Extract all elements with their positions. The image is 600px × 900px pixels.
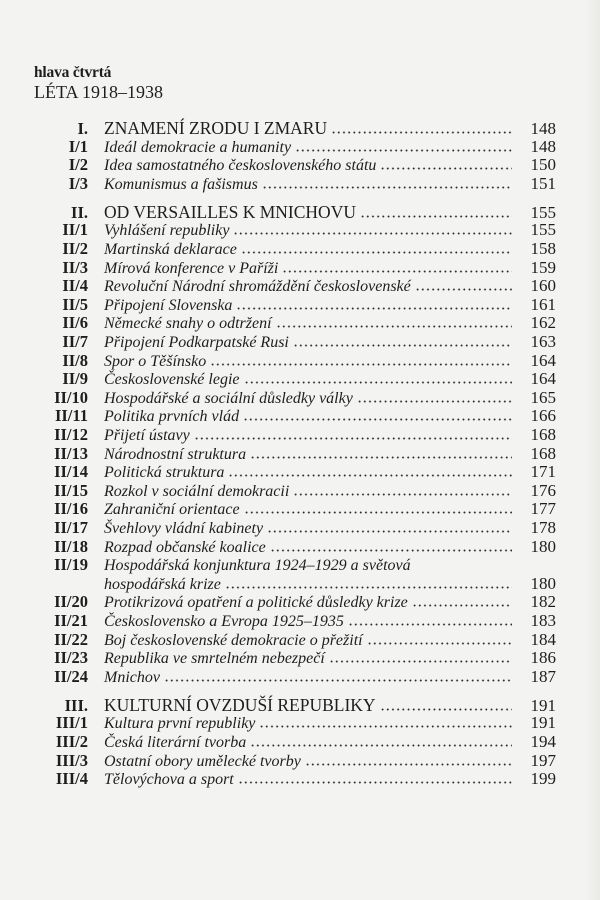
dot-leader xyxy=(259,718,512,728)
toc-entry-page: 151 xyxy=(530,173,556,193)
dot-leader xyxy=(244,374,513,384)
toc-entry-title: Česká literární tvorba xyxy=(104,734,247,751)
toc-entry-number: II/2 xyxy=(62,239,88,259)
toc-entry-page: 168 xyxy=(530,443,556,463)
toc-entry-title: Ideál demokracie a humanity xyxy=(104,138,292,156)
toc-entry-title: Republika ve smrtelném nebezpečí xyxy=(104,650,325,668)
dot-leader xyxy=(348,616,512,626)
toc-entry-number: II/23 xyxy=(54,648,88,668)
toc-entry-title: Československé legie xyxy=(104,371,240,389)
toc-entry-number: II/16 xyxy=(54,499,88,519)
toc-entry-row[interactable] xyxy=(30,770,556,789)
dot-leader xyxy=(380,160,512,170)
toc-entry-row[interactable] xyxy=(30,612,556,631)
toc-entry-number: II/17 xyxy=(54,517,88,537)
toc-entry-page: 155 xyxy=(530,202,556,222)
toc-entry-page: 183 xyxy=(530,610,556,630)
dot-leader xyxy=(357,393,512,403)
toc-entry-title: Vyhlášení republiky xyxy=(104,222,230,240)
toc-entry-row[interactable] xyxy=(30,631,556,650)
dot-leader xyxy=(412,597,512,607)
toc-entry-number: I/2 xyxy=(68,155,88,175)
toc-entry-row[interactable] xyxy=(30,314,556,333)
toc-entry-number: II/22 xyxy=(54,629,88,649)
toc-entry-title: Mírová konference v Paříži xyxy=(104,259,279,277)
toc-entry-page: 166 xyxy=(530,406,556,426)
toc-entry-row[interactable] xyxy=(30,714,556,733)
dot-leader xyxy=(305,756,512,766)
toc-entry-page: 176 xyxy=(530,480,556,500)
toc-entry-row[interactable] xyxy=(30,426,556,445)
dot-leader xyxy=(276,318,512,328)
toc-entry-title: Martinská deklarace xyxy=(104,241,237,259)
toc-entry-page: 177 xyxy=(530,499,556,519)
toc-entry-number: II/7 xyxy=(62,332,88,352)
toc-entry-title: Ostatní obory umělecké tvorby xyxy=(104,752,301,770)
toc-entry-row[interactable] xyxy=(30,156,556,175)
toc-entry-title: Kultura první republiky xyxy=(104,715,256,733)
toc-entry-row[interactable] xyxy=(30,240,556,259)
toc-entry-title: Rozpad občanské koalice xyxy=(104,538,266,556)
toc-entry-number: II/12 xyxy=(54,425,88,444)
dot-leader xyxy=(225,579,512,589)
toc-entry-number: II/14 xyxy=(54,462,88,482)
toc-entry-page: 164 xyxy=(530,369,556,389)
dot-leader xyxy=(238,774,512,784)
toc-entry-page: 184 xyxy=(530,629,556,649)
toc-entry-number: II. xyxy=(71,202,88,222)
toc-entry-title: Švehlovy vládní kabinety xyxy=(104,519,264,537)
toc-entry-number: III/4 xyxy=(55,769,88,789)
toc-entry-page: 187 xyxy=(530,666,556,686)
toc-entry-title: ZNAMENÍ ZRODU I ZMARU xyxy=(104,118,328,138)
toc-entry-number: II/20 xyxy=(54,592,88,612)
toc-entry-title: Připojení Slovenska xyxy=(104,296,233,314)
toc-entry-number: II/6 xyxy=(62,313,88,333)
dot-leader xyxy=(270,542,512,552)
dot-leader xyxy=(329,653,512,663)
dot-leader xyxy=(295,142,512,152)
toc-entry-number: II/8 xyxy=(62,350,88,370)
toc-entry-number: III/1 xyxy=(55,713,88,733)
toc-entry-title: Zahraniční orientace xyxy=(104,501,240,519)
toc-entry-title: Tělovýchova a sport xyxy=(104,771,234,789)
toc-entry-page: 168 xyxy=(530,425,556,444)
dot-leader xyxy=(236,300,512,310)
toc-entry-title: Připojení Podkarpatské Rusi xyxy=(104,334,289,352)
page-edge xyxy=(586,0,600,900)
toc-entry-row[interactable] xyxy=(30,519,556,538)
toc-entry-page: 155 xyxy=(530,220,556,240)
toc-entry-title: Komunismus a fašismus xyxy=(104,175,258,193)
dot-leader xyxy=(293,486,512,496)
dot-leader xyxy=(241,244,512,254)
toc-entry-page: 164 xyxy=(530,350,556,370)
toc-entry-number: II/11 xyxy=(54,406,88,426)
toc-entry-number: II/1 xyxy=(62,220,88,240)
toc-entry-number: II/4 xyxy=(62,276,88,296)
dot-leader xyxy=(262,179,512,189)
toc-entry-page: 165 xyxy=(530,387,556,407)
toc-entry-page: 180 xyxy=(530,573,556,593)
dot-leader xyxy=(210,356,512,366)
toc-entry-number: I. xyxy=(77,119,88,138)
toc-entry-page: 197 xyxy=(530,750,556,770)
toc-entry-number: II/24 xyxy=(54,666,88,686)
toc-entry-page: 191 xyxy=(530,713,556,733)
toc-entry-title: OD VERSAILLES K MNICHOVU xyxy=(104,201,356,222)
toc-entry-number: III/3 xyxy=(55,750,88,770)
dot-leader xyxy=(331,124,512,134)
dot-leader xyxy=(250,449,512,459)
toc-entry-number: II/3 xyxy=(62,257,88,277)
dot-leader xyxy=(380,701,512,711)
toc-entry-page: 158 xyxy=(530,239,556,259)
toc-entry-row[interactable] xyxy=(30,277,556,296)
toc-entry-page: 162 xyxy=(530,313,556,333)
toc-entry-page: 160 xyxy=(530,276,556,296)
toc-entry-page: 186 xyxy=(530,648,556,668)
chapter-title: LÉTA 1918–1938 xyxy=(34,82,164,102)
toc-entry-row[interactable] xyxy=(30,668,556,687)
toc-entry-title: Idea samostatného československého státu xyxy=(104,157,377,175)
toc-entry-row[interactable] xyxy=(30,556,556,575)
toc-entry-row[interactable] xyxy=(30,445,556,464)
toc-entry-page: 150 xyxy=(530,155,556,175)
toc-entry-number: II/10 xyxy=(54,387,88,407)
toc-entry-row[interactable] xyxy=(30,733,556,752)
table-of-contents xyxy=(30,119,556,789)
toc-entry-page: 148 xyxy=(530,136,556,156)
dot-leader xyxy=(282,263,512,273)
toc-entry-row[interactable] xyxy=(30,296,556,315)
toc-entry-title: Přijetí ústavy xyxy=(104,427,190,444)
toc-entry-row[interactable] xyxy=(30,259,556,278)
toc-entry-row[interactable] xyxy=(30,221,556,240)
toc-entry-row[interactable] xyxy=(30,175,556,194)
dot-leader xyxy=(415,281,512,291)
toc-entry-row[interactable] xyxy=(30,593,556,612)
toc-entry-title: Rozkol v sociální demokracii xyxy=(104,482,290,500)
dot-leader xyxy=(244,504,512,514)
toc-entry-number: I/3 xyxy=(68,173,88,193)
toc-entry-row[interactable] xyxy=(30,352,556,371)
toc-entry-page: 161 xyxy=(530,294,556,314)
toc-entry-page: 199 xyxy=(530,769,556,789)
toc-entry-number: II/13 xyxy=(54,443,88,463)
toc-entry-row[interactable] xyxy=(30,649,556,668)
toc-entry-number: II/18 xyxy=(54,536,88,556)
toc-entry-title: KULTURNÍ OVZDUŠÍ REPUBLIKY xyxy=(104,694,376,715)
toc-entry-continuation-row xyxy=(30,575,556,594)
toc-entry-number: II/15 xyxy=(54,480,88,500)
toc-entry-number: II/19 xyxy=(54,555,88,575)
toc-section-row[interactable] xyxy=(30,119,556,138)
toc-entry-row[interactable] xyxy=(30,333,556,352)
toc-entry-page: 163 xyxy=(530,332,556,352)
toc-entry-page: 148 xyxy=(530,119,556,138)
dot-leader xyxy=(360,208,512,218)
toc-entry-number: I/1 xyxy=(68,136,88,156)
toc-entry-title: Boj československé demokracie o přežití xyxy=(104,631,363,649)
toc-entry-row[interactable] xyxy=(30,500,556,519)
dot-leader xyxy=(164,672,512,682)
toc-entry-title: Hospodářské a sociální důsledky války xyxy=(104,389,353,407)
chapter-label: hlava čtvrtá xyxy=(34,64,112,81)
dot-leader xyxy=(228,467,512,477)
toc-entry-title: Spor o Těšínsko xyxy=(104,352,207,370)
toc-entry-number: III/2 xyxy=(55,732,88,751)
toc-entry-title: Protikrizová opatření a politické důsledky krize xyxy=(104,594,408,612)
toc-entry-page: 182 xyxy=(530,592,556,612)
toc-section-row[interactable] xyxy=(30,203,556,222)
dot-leader xyxy=(243,411,512,421)
toc-section-row[interactable] xyxy=(30,696,556,715)
dot-leader xyxy=(267,523,512,533)
toc-entry-page: 178 xyxy=(530,517,556,537)
toc-entry-title: Politická struktura xyxy=(104,464,225,482)
toc-entry-page: 194 xyxy=(530,732,556,751)
dot-leader xyxy=(293,337,512,347)
toc-entry-row[interactable] xyxy=(30,463,556,482)
toc-entry-number: III. xyxy=(64,695,88,715)
toc-entry-title: Mnichov xyxy=(104,668,160,686)
toc-entry-title-continuation: hospodářská krize xyxy=(104,575,221,593)
toc-entry-number: II/21 xyxy=(54,610,88,630)
toc-entry-row[interactable] xyxy=(30,752,556,771)
toc-entry-page: 171 xyxy=(530,462,556,482)
toc-entry-title: Hospodářská konjunktura 1924–1929 a světová xyxy=(104,557,411,575)
toc-entry-number: II/9 xyxy=(62,369,88,389)
toc-entry-page: 180 xyxy=(530,536,556,556)
dot-leader xyxy=(194,430,512,440)
dot-leader xyxy=(367,635,512,645)
toc-entry-row[interactable] xyxy=(30,482,556,501)
dot-leader xyxy=(250,737,512,747)
toc-entry-number: II/5 xyxy=(62,294,88,314)
dot-leader xyxy=(233,225,512,235)
toc-entry-row[interactable] xyxy=(30,389,556,408)
toc-entry-row[interactable] xyxy=(30,370,556,389)
toc-entry-title: Československo a Evropa 1925–1935 xyxy=(104,612,344,630)
toc-entry-title: Revoluční Národní shromáždění československé xyxy=(104,278,411,296)
toc-entry-row[interactable] xyxy=(30,538,556,557)
toc-entry-page: 159 xyxy=(530,257,556,277)
toc-entry-row[interactable] xyxy=(30,407,556,426)
toc-entry-title: Politika prvních vlád xyxy=(104,408,240,426)
toc-entry-title: Německé snahy o odtržení xyxy=(104,315,272,333)
toc-entry-page: 191 xyxy=(530,695,556,715)
toc-entry-row[interactable] xyxy=(30,138,556,157)
toc-entry-title: Národnostní struktura xyxy=(104,445,247,463)
